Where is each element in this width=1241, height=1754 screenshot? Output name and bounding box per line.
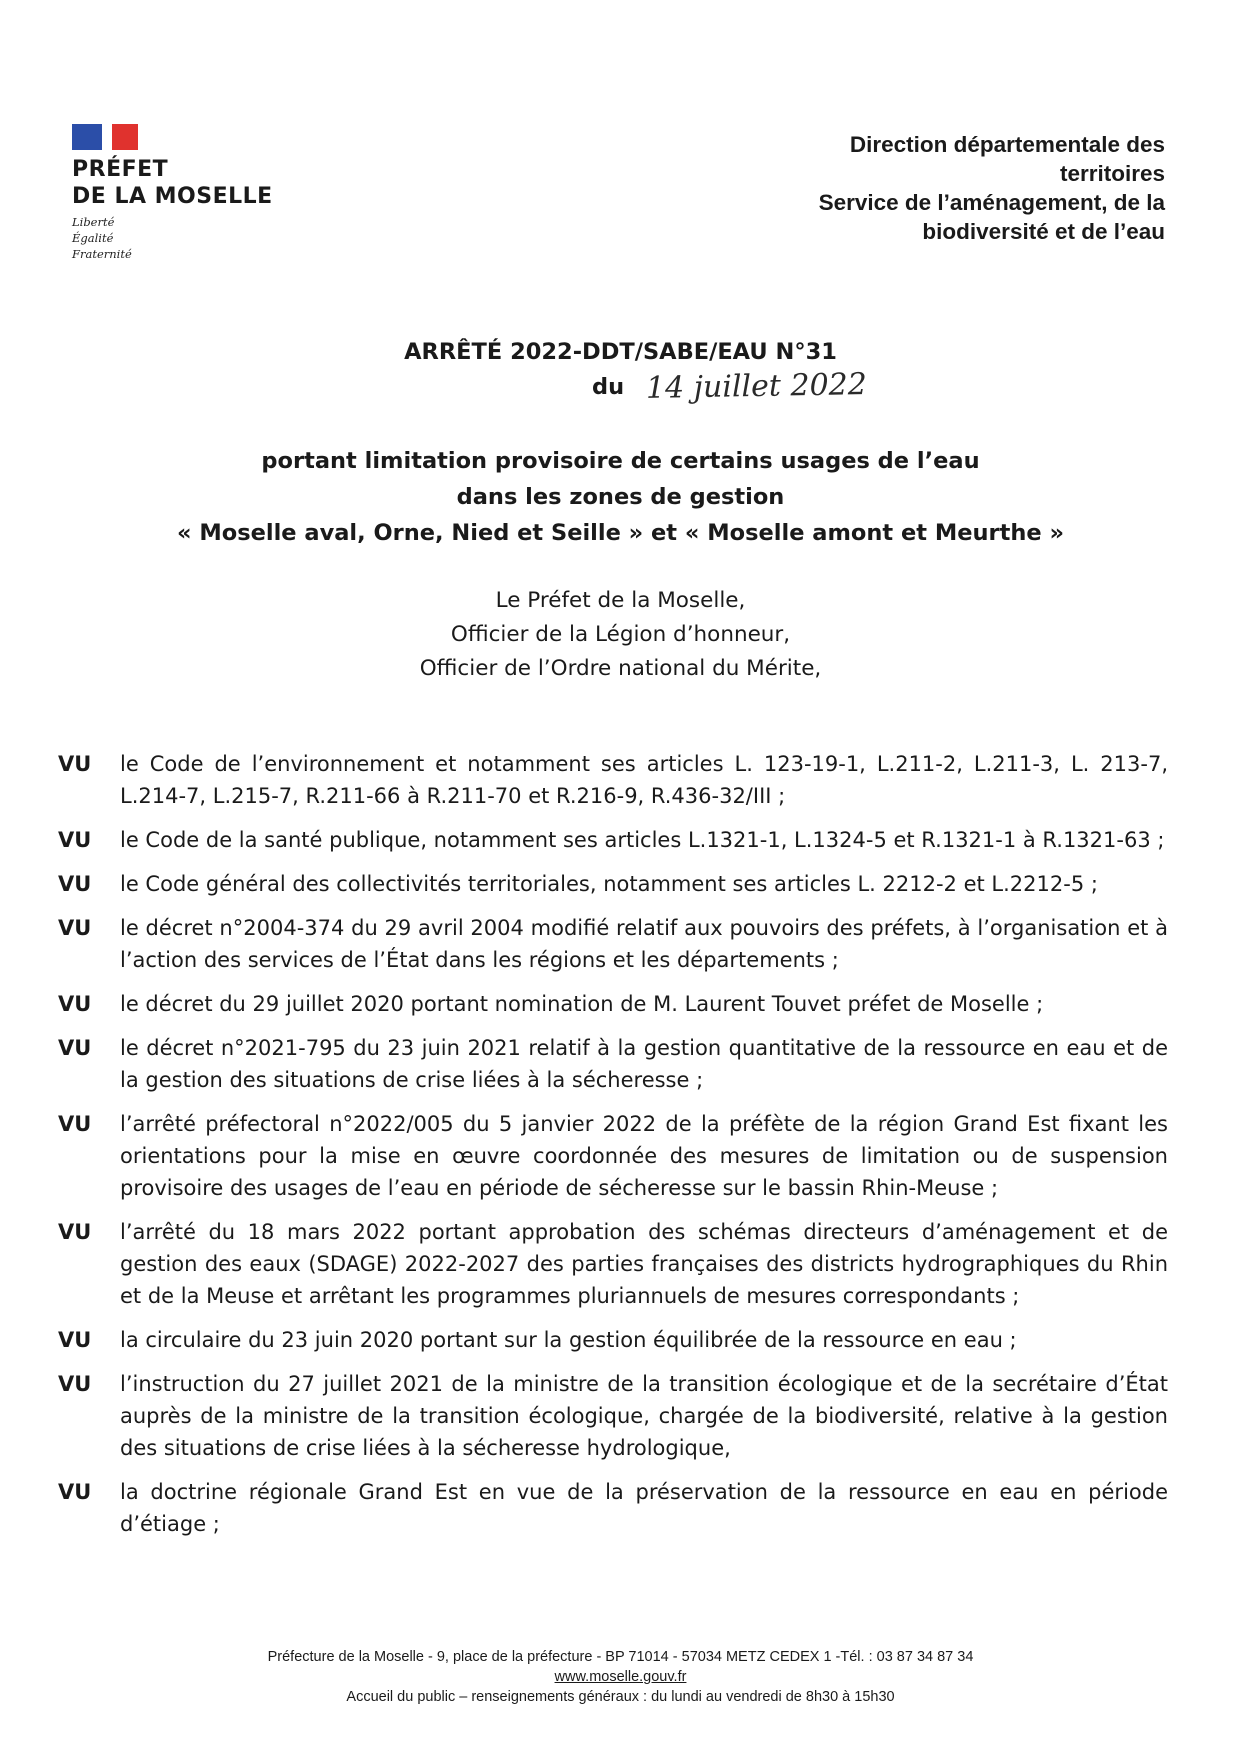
vu-text: le Code de l’environnement et notamment ses articles L. 123-19-1, L.211-2, L.211-3, L. 213-7, L.214-7, L.215-7, R.211-66 à R.211-70 et R.216-9, R.436-32/III ; bbox=[120, 752, 1168, 808]
vu-label: VU bbox=[58, 1372, 92, 1396]
vu-item bbox=[58, 988, 1168, 1020]
page-footer bbox=[0, 1647, 1241, 1707]
arrete-subject: portant limitation provisoire de certains usages de l’eau dans les zones de gestion « Moselle aval, Orne, Nied et Seille » et « Moselle amont et Meurthe » bbox=[177, 448, 1064, 546]
vu-label: VU bbox=[58, 1220, 92, 1244]
vu-label: VU bbox=[58, 1036, 92, 1060]
vu-text: la circulaire du 23 juin 2020 portant sur la gestion équilibrée de la ressource en eau ; bbox=[120, 1328, 1017, 1352]
vu-item bbox=[58, 1476, 1168, 1540]
handwritten-date: 14 juillet 2022 bbox=[645, 367, 868, 406]
vu-text: l’arrêté du 18 mars 2022 portant approbation des schémas directeurs d’aménagement et de gestion des eaux (SDAGE) 2022-2027 des parties françaises des districts hydrographiques du Rhin et de la Meuse et arrêtant les programmes pluriannuels de mesures correspondants ; bbox=[120, 1220, 1168, 1308]
issuing-service: Direction départementale des territoires Service de l’aménagement, de la biodiversité et de l’eau bbox=[818, 132, 1165, 244]
vu-list bbox=[58, 748, 1168, 1552]
vu-item bbox=[58, 1324, 1168, 1356]
vu-item bbox=[58, 748, 1168, 812]
vu-text: le Code de la santé publique, notamment ses articles L.1321-1, L.1324-5 et R.1321-1 à R.1321-63 ; bbox=[120, 828, 1165, 852]
vu-label: VU bbox=[58, 992, 92, 1016]
vu-item bbox=[58, 1216, 1168, 1312]
vu-item bbox=[58, 1032, 1168, 1096]
footer-address: Préfecture de la Moselle - 9, place de la préfecture - BP 71014 - 57034 METZ CEDEX 1 -Tél. : 03 87 34 87 34 bbox=[267, 1649, 974, 1665]
vu-text: la doctrine régionale Grand Est en vue de la préservation de la ressource en eau en période d’étiage ; bbox=[120, 1480, 1168, 1536]
vu-text: l’instruction du 27 juillet 2021 de la ministre de la transition écologique et de la secrétaire d’État auprès de la ministre de la transition écologique, chargée de la biodiversité, relative à la gestion des situations de crise liées à la sécheresse hydrologique, bbox=[120, 1372, 1168, 1460]
vu-text: le décret n°2021-795 du 23 juin 2021 relatif à la gestion quantitative de la ressource en eau et de la gestion des situations de crise liées à la sécheresse ; bbox=[120, 1036, 1168, 1092]
prefect-authority: Le Préfet de la Moselle, Officier de la Légion d’honneur, Officier de l’Ordre national du Mérite, bbox=[419, 588, 822, 681]
vu-item bbox=[58, 1108, 1168, 1204]
vu-label: VU bbox=[58, 1112, 92, 1136]
vu-label: VU bbox=[58, 828, 92, 852]
vu-label: VU bbox=[58, 1328, 92, 1352]
arrete-date bbox=[592, 367, 868, 422]
vu-text: le décret du 29 juillet 2020 portant nomination de M. Laurent Touvet préfet de Moselle ; bbox=[120, 992, 1044, 1016]
footer-website-link[interactable]: www.moselle.gouv.fr bbox=[554, 1669, 687, 1685]
vu-label: VU bbox=[58, 916, 92, 940]
prefecture-logo bbox=[72, 124, 292, 262]
vu-label: VU bbox=[58, 1480, 92, 1504]
marianne-flag-icon bbox=[72, 124, 138, 150]
vu-text: le Code général des collectivités territoriales, notamment ses articles L. 2212-2 et L.2212-5 ; bbox=[120, 872, 1098, 896]
vu-label: VU bbox=[58, 752, 92, 776]
vu-text: l’arrêté préfectoral n°2022/005 du 5 janvier 2022 de la préfète de la région Grand Est fixant les orientations pour la mise en œuvre coordonnée des mesures de limitation ou de suspension provisoire des usages de l’eau en période de sécheresse sur le bassin Rhin-Meuse ; bbox=[120, 1112, 1168, 1200]
vu-label: VU bbox=[58, 872, 92, 896]
footer-hours: Accueil du public – renseignements généraux : du lundi au vendredi de 8h30 à 15h30 bbox=[346, 1689, 895, 1705]
vu-item bbox=[58, 868, 1168, 900]
vu-text: le décret n°2004-374 du 29 avril 2004 modifié relatif aux pouvoirs des préfets, à l’organisation et à l’action des services de l’État dans les régions et les départements ; bbox=[120, 916, 1168, 972]
logo-motto: Liberté Égalité Fraternité bbox=[72, 215, 132, 261]
arrete-number: ARRÊTÉ 2022-DDT/SABE/EAU N°31 bbox=[404, 339, 837, 365]
vu-item bbox=[58, 1368, 1168, 1464]
logo-name-line2: DE LA MOSELLE bbox=[72, 184, 273, 209]
vu-item bbox=[58, 824, 1168, 856]
vu-item bbox=[58, 912, 1168, 976]
logo-name-line1: PRÉFET bbox=[72, 157, 169, 182]
date-prefix: du bbox=[592, 374, 625, 400]
